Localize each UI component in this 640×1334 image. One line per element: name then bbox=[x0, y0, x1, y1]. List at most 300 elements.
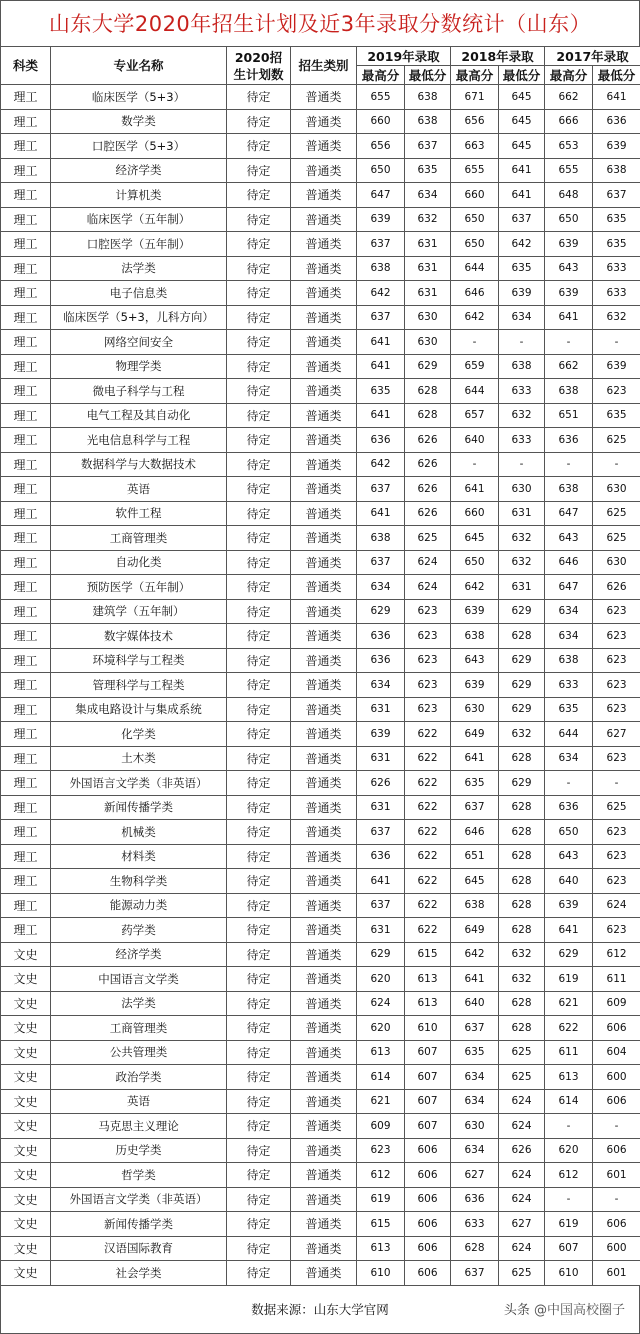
cell-2017-max: 650 bbox=[545, 207, 593, 232]
cell-2019-min: 615 bbox=[405, 942, 451, 967]
cell-2017-max: 636 bbox=[545, 428, 593, 453]
cell-type: 普通类 bbox=[291, 1114, 357, 1139]
cell-2017-max: 638 bbox=[545, 379, 593, 404]
cell-2018-max: 642 bbox=[451, 575, 499, 600]
cell-2018-min: 624 bbox=[499, 1114, 545, 1139]
header-type: 招生类别 bbox=[291, 47, 357, 85]
cell-major: 外国语言文学类（非英语） bbox=[51, 1187, 227, 1212]
cell-2018-min: 627 bbox=[499, 1212, 545, 1237]
cell-type: 普通类 bbox=[291, 575, 357, 600]
table-row bbox=[1, 550, 640, 575]
cell-2018-max: 633 bbox=[451, 1212, 499, 1237]
cell-2018-max: 635 bbox=[451, 771, 499, 796]
cell-2017-max: - bbox=[545, 1187, 593, 1212]
cell-subject: 理工 bbox=[1, 256, 51, 281]
cell-2019-min: 626 bbox=[405, 428, 451, 453]
cell-2019-min: 623 bbox=[405, 648, 451, 673]
header-2019-max: 最高分 bbox=[357, 66, 405, 85]
cell-major: 临床医学（五年制） bbox=[51, 207, 227, 232]
cell-major: 化学类 bbox=[51, 722, 227, 747]
cell-2018-min: 629 bbox=[499, 648, 545, 673]
header-plan-line1: 2020招 bbox=[227, 49, 290, 66]
cell-subject: 文史 bbox=[1, 1187, 51, 1212]
cell-2019-max: 638 bbox=[357, 526, 405, 551]
cell-2017-max: 607 bbox=[545, 1236, 593, 1261]
cell-2018-max: 641 bbox=[451, 746, 499, 771]
cell-major: 法学类 bbox=[51, 256, 227, 281]
cell-major: 软件工程 bbox=[51, 501, 227, 526]
cell-2018-max: 635 bbox=[451, 1040, 499, 1065]
cell-2017-min: 623 bbox=[593, 844, 640, 869]
cell-major: 临床医学（5+3） bbox=[51, 85, 227, 110]
cell-2019-max: 642 bbox=[357, 452, 405, 477]
cell-2017-min: 623 bbox=[593, 746, 640, 771]
cell-2017-min: - bbox=[593, 1187, 640, 1212]
cell-plan: 待定 bbox=[227, 893, 291, 918]
cell-subject: 理工 bbox=[1, 575, 51, 600]
cell-2019-max: 641 bbox=[357, 501, 405, 526]
cell-2017-max: 643 bbox=[545, 844, 593, 869]
cell-2017-min: 627 bbox=[593, 722, 640, 747]
cell-major: 物理学类 bbox=[51, 354, 227, 379]
cell-plan: 待定 bbox=[227, 1138, 291, 1163]
cell-subject: 文史 bbox=[1, 967, 51, 992]
cell-plan: 待定 bbox=[227, 795, 291, 820]
cell-major: 环境科学与工程类 bbox=[51, 648, 227, 673]
cell-2019-min: 622 bbox=[405, 746, 451, 771]
cell-2017-max: 614 bbox=[545, 1089, 593, 1114]
cell-2017-max: 639 bbox=[545, 281, 593, 306]
cell-type: 普通类 bbox=[291, 1016, 357, 1041]
cell-2017-min: 600 bbox=[593, 1236, 640, 1261]
cell-subject: 理工 bbox=[1, 550, 51, 575]
cell-2018-min: 638 bbox=[499, 354, 545, 379]
cell-2019-max: 631 bbox=[357, 746, 405, 771]
cell-2019-max: 647 bbox=[357, 183, 405, 208]
cell-2018-max: 650 bbox=[451, 207, 499, 232]
cell-type: 普通类 bbox=[291, 1163, 357, 1188]
cell-2018-min: 628 bbox=[499, 893, 545, 918]
cell-2019-min: 622 bbox=[405, 844, 451, 869]
cell-2018-min: 628 bbox=[499, 991, 545, 1016]
cell-2018-max: 659 bbox=[451, 354, 499, 379]
cell-major: 中国语言文学类 bbox=[51, 967, 227, 992]
cell-2018-min: 628 bbox=[499, 624, 545, 649]
cell-2017-min: 633 bbox=[593, 281, 640, 306]
cell-type: 普通类 bbox=[291, 403, 357, 428]
cell-2018-max: 649 bbox=[451, 722, 499, 747]
cell-major: 药学类 bbox=[51, 918, 227, 943]
cell-2018-max: 634 bbox=[451, 1138, 499, 1163]
cell-2018-min: 645 bbox=[499, 109, 545, 134]
cell-plan: 待定 bbox=[227, 109, 291, 134]
cell-2017-max: 611 bbox=[545, 1040, 593, 1065]
table-row bbox=[1, 526, 640, 551]
cell-subject: 理工 bbox=[1, 722, 51, 747]
cell-2017-min: - bbox=[593, 771, 640, 796]
cell-2017-max: 647 bbox=[545, 575, 593, 600]
cell-2017-max: 644 bbox=[545, 722, 593, 747]
cell-plan: 待定 bbox=[227, 820, 291, 845]
cell-2018-min: 632 bbox=[499, 526, 545, 551]
cell-2019-max: 636 bbox=[357, 844, 405, 869]
cell-2019-max: 637 bbox=[357, 893, 405, 918]
cell-subject: 文史 bbox=[1, 1261, 51, 1286]
cell-type: 普通类 bbox=[291, 232, 357, 257]
cell-major: 口腔医学（五年制） bbox=[51, 232, 227, 257]
cell-2017-max: - bbox=[545, 771, 593, 796]
cell-major: 建筑学（五年制） bbox=[51, 599, 227, 624]
cell-2018-max: 634 bbox=[451, 1089, 499, 1114]
cell-2017-min: 636 bbox=[593, 109, 640, 134]
cell-major: 经济学类 bbox=[51, 158, 227, 183]
table-row bbox=[1, 134, 640, 159]
table-row bbox=[1, 746, 640, 771]
cell-2018-max: 643 bbox=[451, 648, 499, 673]
cell-2017-max: 640 bbox=[545, 869, 593, 894]
cell-2017-min: 635 bbox=[593, 232, 640, 257]
cell-subject: 文史 bbox=[1, 1065, 51, 1090]
cell-major: 数字媒体技术 bbox=[51, 624, 227, 649]
cell-subject: 理工 bbox=[1, 918, 51, 943]
cell-2019-min: 624 bbox=[405, 550, 451, 575]
cell-type: 普通类 bbox=[291, 379, 357, 404]
cell-2018-min: 632 bbox=[499, 550, 545, 575]
cell-2018-max: 646 bbox=[451, 281, 499, 306]
watermark-prefix: 头条 bbox=[504, 1303, 530, 1318]
table-row bbox=[1, 1236, 640, 1261]
watermark-handle: @中国高校圈子 bbox=[534, 1303, 625, 1318]
cell-2017-max: 650 bbox=[545, 820, 593, 845]
cell-2019-min: 622 bbox=[405, 820, 451, 845]
cell-subject: 理工 bbox=[1, 673, 51, 698]
cell-2017-min: 624 bbox=[593, 893, 640, 918]
cell-2018-max: 637 bbox=[451, 1016, 499, 1041]
cell-2019-min: 607 bbox=[405, 1065, 451, 1090]
cell-2018-min: 641 bbox=[499, 158, 545, 183]
cell-2019-min: 624 bbox=[405, 575, 451, 600]
cell-2018-max: 638 bbox=[451, 893, 499, 918]
cell-type: 普通类 bbox=[291, 820, 357, 845]
cell-2019-min: 637 bbox=[405, 134, 451, 159]
cell-subject: 文史 bbox=[1, 1089, 51, 1114]
cell-2018-min: 632 bbox=[499, 722, 545, 747]
cell-2017-min: 639 bbox=[593, 354, 640, 379]
cell-2017-max: 641 bbox=[545, 918, 593, 943]
cell-plan: 待定 bbox=[227, 354, 291, 379]
cell-2017-max: 643 bbox=[545, 256, 593, 281]
cell-2018-max: 660 bbox=[451, 183, 499, 208]
cell-major: 电气工程及其自动化 bbox=[51, 403, 227, 428]
cell-plan: 待定 bbox=[227, 403, 291, 428]
cell-type: 普通类 bbox=[291, 869, 357, 894]
cell-2019-min: 626 bbox=[405, 501, 451, 526]
table-row bbox=[1, 281, 640, 306]
cell-2018-max: 630 bbox=[451, 697, 499, 722]
cell-2017-min: 635 bbox=[593, 207, 640, 232]
cell-2019-min: 606 bbox=[405, 1163, 451, 1188]
cell-plan: 待定 bbox=[227, 134, 291, 159]
cell-2019-min: 626 bbox=[405, 452, 451, 477]
cell-2017-max: 634 bbox=[545, 599, 593, 624]
cell-plan: 待定 bbox=[227, 1065, 291, 1090]
cell-plan: 待定 bbox=[227, 1236, 291, 1261]
table-row bbox=[1, 1187, 640, 1212]
cell-2017-min: - bbox=[593, 452, 640, 477]
cell-type: 普通类 bbox=[291, 428, 357, 453]
cell-2017-max: 613 bbox=[545, 1065, 593, 1090]
cell-2018-min: 625 bbox=[499, 1261, 545, 1286]
cell-2017-min: 632 bbox=[593, 305, 640, 330]
cell-2019-min: 638 bbox=[405, 85, 451, 110]
cell-2019-max: 631 bbox=[357, 795, 405, 820]
cell-2017-max: 629 bbox=[545, 942, 593, 967]
cell-2017-max: 653 bbox=[545, 134, 593, 159]
cell-2017-max: 620 bbox=[545, 1138, 593, 1163]
header-2017: 2017年录取 bbox=[545, 47, 640, 66]
cell-2017-min: 626 bbox=[593, 575, 640, 600]
cell-2017-max: 666 bbox=[545, 109, 593, 134]
cell-subject: 文史 bbox=[1, 1138, 51, 1163]
cell-2018-max: 656 bbox=[451, 109, 499, 134]
cell-2019-max: 615 bbox=[357, 1212, 405, 1237]
cell-plan: 待定 bbox=[227, 1187, 291, 1212]
table-row bbox=[1, 452, 640, 477]
cell-2017-min: 623 bbox=[593, 869, 640, 894]
cell-2018-max: - bbox=[451, 330, 499, 355]
cell-2017-max: 639 bbox=[545, 893, 593, 918]
cell-2018-min: 631 bbox=[499, 575, 545, 600]
table-row bbox=[1, 918, 640, 943]
table-row bbox=[1, 893, 640, 918]
cell-subject: 理工 bbox=[1, 109, 51, 134]
cell-2019-min: 628 bbox=[405, 379, 451, 404]
cell-2017-min: 601 bbox=[593, 1163, 640, 1188]
cell-2019-max: 638 bbox=[357, 256, 405, 281]
cell-2019-max: 650 bbox=[357, 158, 405, 183]
watermark bbox=[504, 1299, 625, 1318]
cell-2019-min: 632 bbox=[405, 207, 451, 232]
cell-2017-min: 630 bbox=[593, 477, 640, 502]
cell-plan: 待定 bbox=[227, 232, 291, 257]
cell-2018-min: 624 bbox=[499, 1163, 545, 1188]
cell-subject: 理工 bbox=[1, 305, 51, 330]
cell-2017-min: 623 bbox=[593, 673, 640, 698]
cell-major: 光电信息科学与工程 bbox=[51, 428, 227, 453]
cell-type: 普通类 bbox=[291, 893, 357, 918]
cell-2019-max: 631 bbox=[357, 697, 405, 722]
cell-type: 普通类 bbox=[291, 918, 357, 943]
cell-2017-min: 623 bbox=[593, 820, 640, 845]
table-row bbox=[1, 256, 640, 281]
cell-2017-min: 623 bbox=[593, 918, 640, 943]
cell-2018-max: 639 bbox=[451, 673, 499, 698]
cell-2019-max: 629 bbox=[357, 599, 405, 624]
cell-subject: 理工 bbox=[1, 330, 51, 355]
cell-2018-max: 646 bbox=[451, 820, 499, 845]
cell-2017-max: 662 bbox=[545, 85, 593, 110]
cell-2018-min: 642 bbox=[499, 232, 545, 257]
cell-2019-min: 606 bbox=[405, 1187, 451, 1212]
cell-2019-min: 622 bbox=[405, 869, 451, 894]
cell-plan: 待定 bbox=[227, 183, 291, 208]
cell-plan: 待定 bbox=[227, 1114, 291, 1139]
cell-major: 社会学类 bbox=[51, 1261, 227, 1286]
cell-plan: 待定 bbox=[227, 673, 291, 698]
cell-2018-min: 626 bbox=[499, 1138, 545, 1163]
cell-2019-max: 634 bbox=[357, 673, 405, 698]
cell-2017-max: 619 bbox=[545, 967, 593, 992]
cell-2018-max: 644 bbox=[451, 379, 499, 404]
cell-2019-min: 623 bbox=[405, 599, 451, 624]
cell-2017-min: 625 bbox=[593, 501, 640, 526]
table-row bbox=[1, 869, 640, 894]
cell-2018-min: 628 bbox=[499, 1016, 545, 1041]
cell-plan: 待定 bbox=[227, 256, 291, 281]
cell-2019-min: 622 bbox=[405, 771, 451, 796]
cell-2018-min: 637 bbox=[499, 207, 545, 232]
cell-2018-min: 628 bbox=[499, 844, 545, 869]
cell-2019-max: 626 bbox=[357, 771, 405, 796]
cell-2017-max: 638 bbox=[545, 648, 593, 673]
cell-type: 普通类 bbox=[291, 256, 357, 281]
cell-2019-min: 622 bbox=[405, 795, 451, 820]
header-2017-min: 最低分 bbox=[593, 66, 640, 85]
table-row bbox=[1, 1114, 640, 1139]
cell-2018-min: 624 bbox=[499, 1089, 545, 1114]
cell-2019-min: 613 bbox=[405, 967, 451, 992]
cell-subject: 理工 bbox=[1, 746, 51, 771]
table-row bbox=[1, 844, 640, 869]
cell-2019-min: 622 bbox=[405, 722, 451, 747]
cell-plan: 待定 bbox=[227, 85, 291, 110]
cell-2018-max: 645 bbox=[451, 526, 499, 551]
cell-type: 普通类 bbox=[291, 501, 357, 526]
table-body bbox=[1, 85, 640, 1286]
cell-plan: 待定 bbox=[227, 746, 291, 771]
cell-2018-min: 629 bbox=[499, 673, 545, 698]
table-row bbox=[1, 1065, 640, 1090]
cell-plan: 待定 bbox=[227, 501, 291, 526]
cell-type: 普通类 bbox=[291, 452, 357, 477]
cell-2019-min: 622 bbox=[405, 893, 451, 918]
cell-major: 数学类 bbox=[51, 109, 227, 134]
cell-2019-min: 623 bbox=[405, 624, 451, 649]
cell-2019-max: 634 bbox=[357, 575, 405, 600]
cell-2019-min: 610 bbox=[405, 1016, 451, 1041]
cell-2018-max: 650 bbox=[451, 232, 499, 257]
cell-2018-max: 636 bbox=[451, 1187, 499, 1212]
cell-major: 集成电路设计与集成系统 bbox=[51, 697, 227, 722]
cell-2018-min: 629 bbox=[499, 599, 545, 624]
cell-2017-min: 625 bbox=[593, 526, 640, 551]
cell-2017-min: 638 bbox=[593, 158, 640, 183]
cell-type: 普通类 bbox=[291, 648, 357, 673]
header-major: 专业名称 bbox=[51, 47, 227, 85]
cell-2018-max: 651 bbox=[451, 844, 499, 869]
cell-plan: 待定 bbox=[227, 575, 291, 600]
cell-2017-min: - bbox=[593, 1114, 640, 1139]
table-row bbox=[1, 1163, 640, 1188]
cell-subject: 文史 bbox=[1, 1040, 51, 1065]
cell-2019-max: 637 bbox=[357, 477, 405, 502]
cell-subject: 理工 bbox=[1, 599, 51, 624]
cell-subject: 理工 bbox=[1, 452, 51, 477]
cell-type: 普通类 bbox=[291, 967, 357, 992]
cell-2019-max: 637 bbox=[357, 232, 405, 257]
cell-2019-max: 609 bbox=[357, 1114, 405, 1139]
cell-2019-max: 636 bbox=[357, 428, 405, 453]
cell-2019-max: 641 bbox=[357, 403, 405, 428]
cell-major: 网络空间安全 bbox=[51, 330, 227, 355]
cell-type: 普通类 bbox=[291, 305, 357, 330]
cell-2019-max: 642 bbox=[357, 281, 405, 306]
table-row bbox=[1, 942, 640, 967]
cell-2018-max: 644 bbox=[451, 256, 499, 281]
cell-plan: 待定 bbox=[227, 1089, 291, 1114]
cell-2017-min: 600 bbox=[593, 1065, 640, 1090]
cell-2017-min: 639 bbox=[593, 134, 640, 159]
table-row bbox=[1, 1016, 640, 1041]
table-row bbox=[1, 1261, 640, 1286]
cell-major: 能源动力类 bbox=[51, 893, 227, 918]
cell-2017-max: 639 bbox=[545, 232, 593, 257]
cell-2017-min: 606 bbox=[593, 1212, 640, 1237]
cell-type: 普通类 bbox=[291, 624, 357, 649]
cell-major: 工商管理类 bbox=[51, 526, 227, 551]
cell-2018-max: 650 bbox=[451, 550, 499, 575]
cell-type: 普通类 bbox=[291, 991, 357, 1016]
cell-major: 自动化类 bbox=[51, 550, 227, 575]
cell-type: 普通类 bbox=[291, 207, 357, 232]
table-row bbox=[1, 599, 640, 624]
cell-2017-max: 648 bbox=[545, 183, 593, 208]
cell-2019-min: 631 bbox=[405, 232, 451, 257]
cell-2018-min: 624 bbox=[499, 1236, 545, 1261]
cell-major: 历史学类 bbox=[51, 1138, 227, 1163]
cell-2019-max: 637 bbox=[357, 820, 405, 845]
cell-2017-min: 625 bbox=[593, 428, 640, 453]
cell-2017-max: 655 bbox=[545, 158, 593, 183]
table-row bbox=[1, 477, 640, 502]
cell-2017-min: 633 bbox=[593, 256, 640, 281]
cell-plan: 待定 bbox=[227, 281, 291, 306]
table-row bbox=[1, 330, 640, 355]
cell-type: 普通类 bbox=[291, 1212, 357, 1237]
cell-2018-max: 637 bbox=[451, 795, 499, 820]
table-row bbox=[1, 428, 640, 453]
table-row bbox=[1, 403, 640, 428]
cell-plan: 待定 bbox=[227, 869, 291, 894]
cell-2017-max: - bbox=[545, 1114, 593, 1139]
cell-2018-min: 628 bbox=[499, 820, 545, 845]
cell-major: 管理科学与工程类 bbox=[51, 673, 227, 698]
cell-2017-min: 623 bbox=[593, 624, 640, 649]
cell-2018-min: 628 bbox=[499, 869, 545, 894]
cell-2017-min: 623 bbox=[593, 379, 640, 404]
cell-2018-min: 634 bbox=[499, 305, 545, 330]
cell-subject: 理工 bbox=[1, 158, 51, 183]
cell-subject: 文史 bbox=[1, 1114, 51, 1139]
cell-type: 普通类 bbox=[291, 722, 357, 747]
cell-2018-min: 632 bbox=[499, 942, 545, 967]
cell-major: 外国语言文学类（非英语） bbox=[51, 771, 227, 796]
cell-subject: 理工 bbox=[1, 85, 51, 110]
cell-plan: 待定 bbox=[227, 771, 291, 796]
cell-2018-min: 629 bbox=[499, 771, 545, 796]
cell-2019-max: 613 bbox=[357, 1236, 405, 1261]
cell-subject: 理工 bbox=[1, 844, 51, 869]
